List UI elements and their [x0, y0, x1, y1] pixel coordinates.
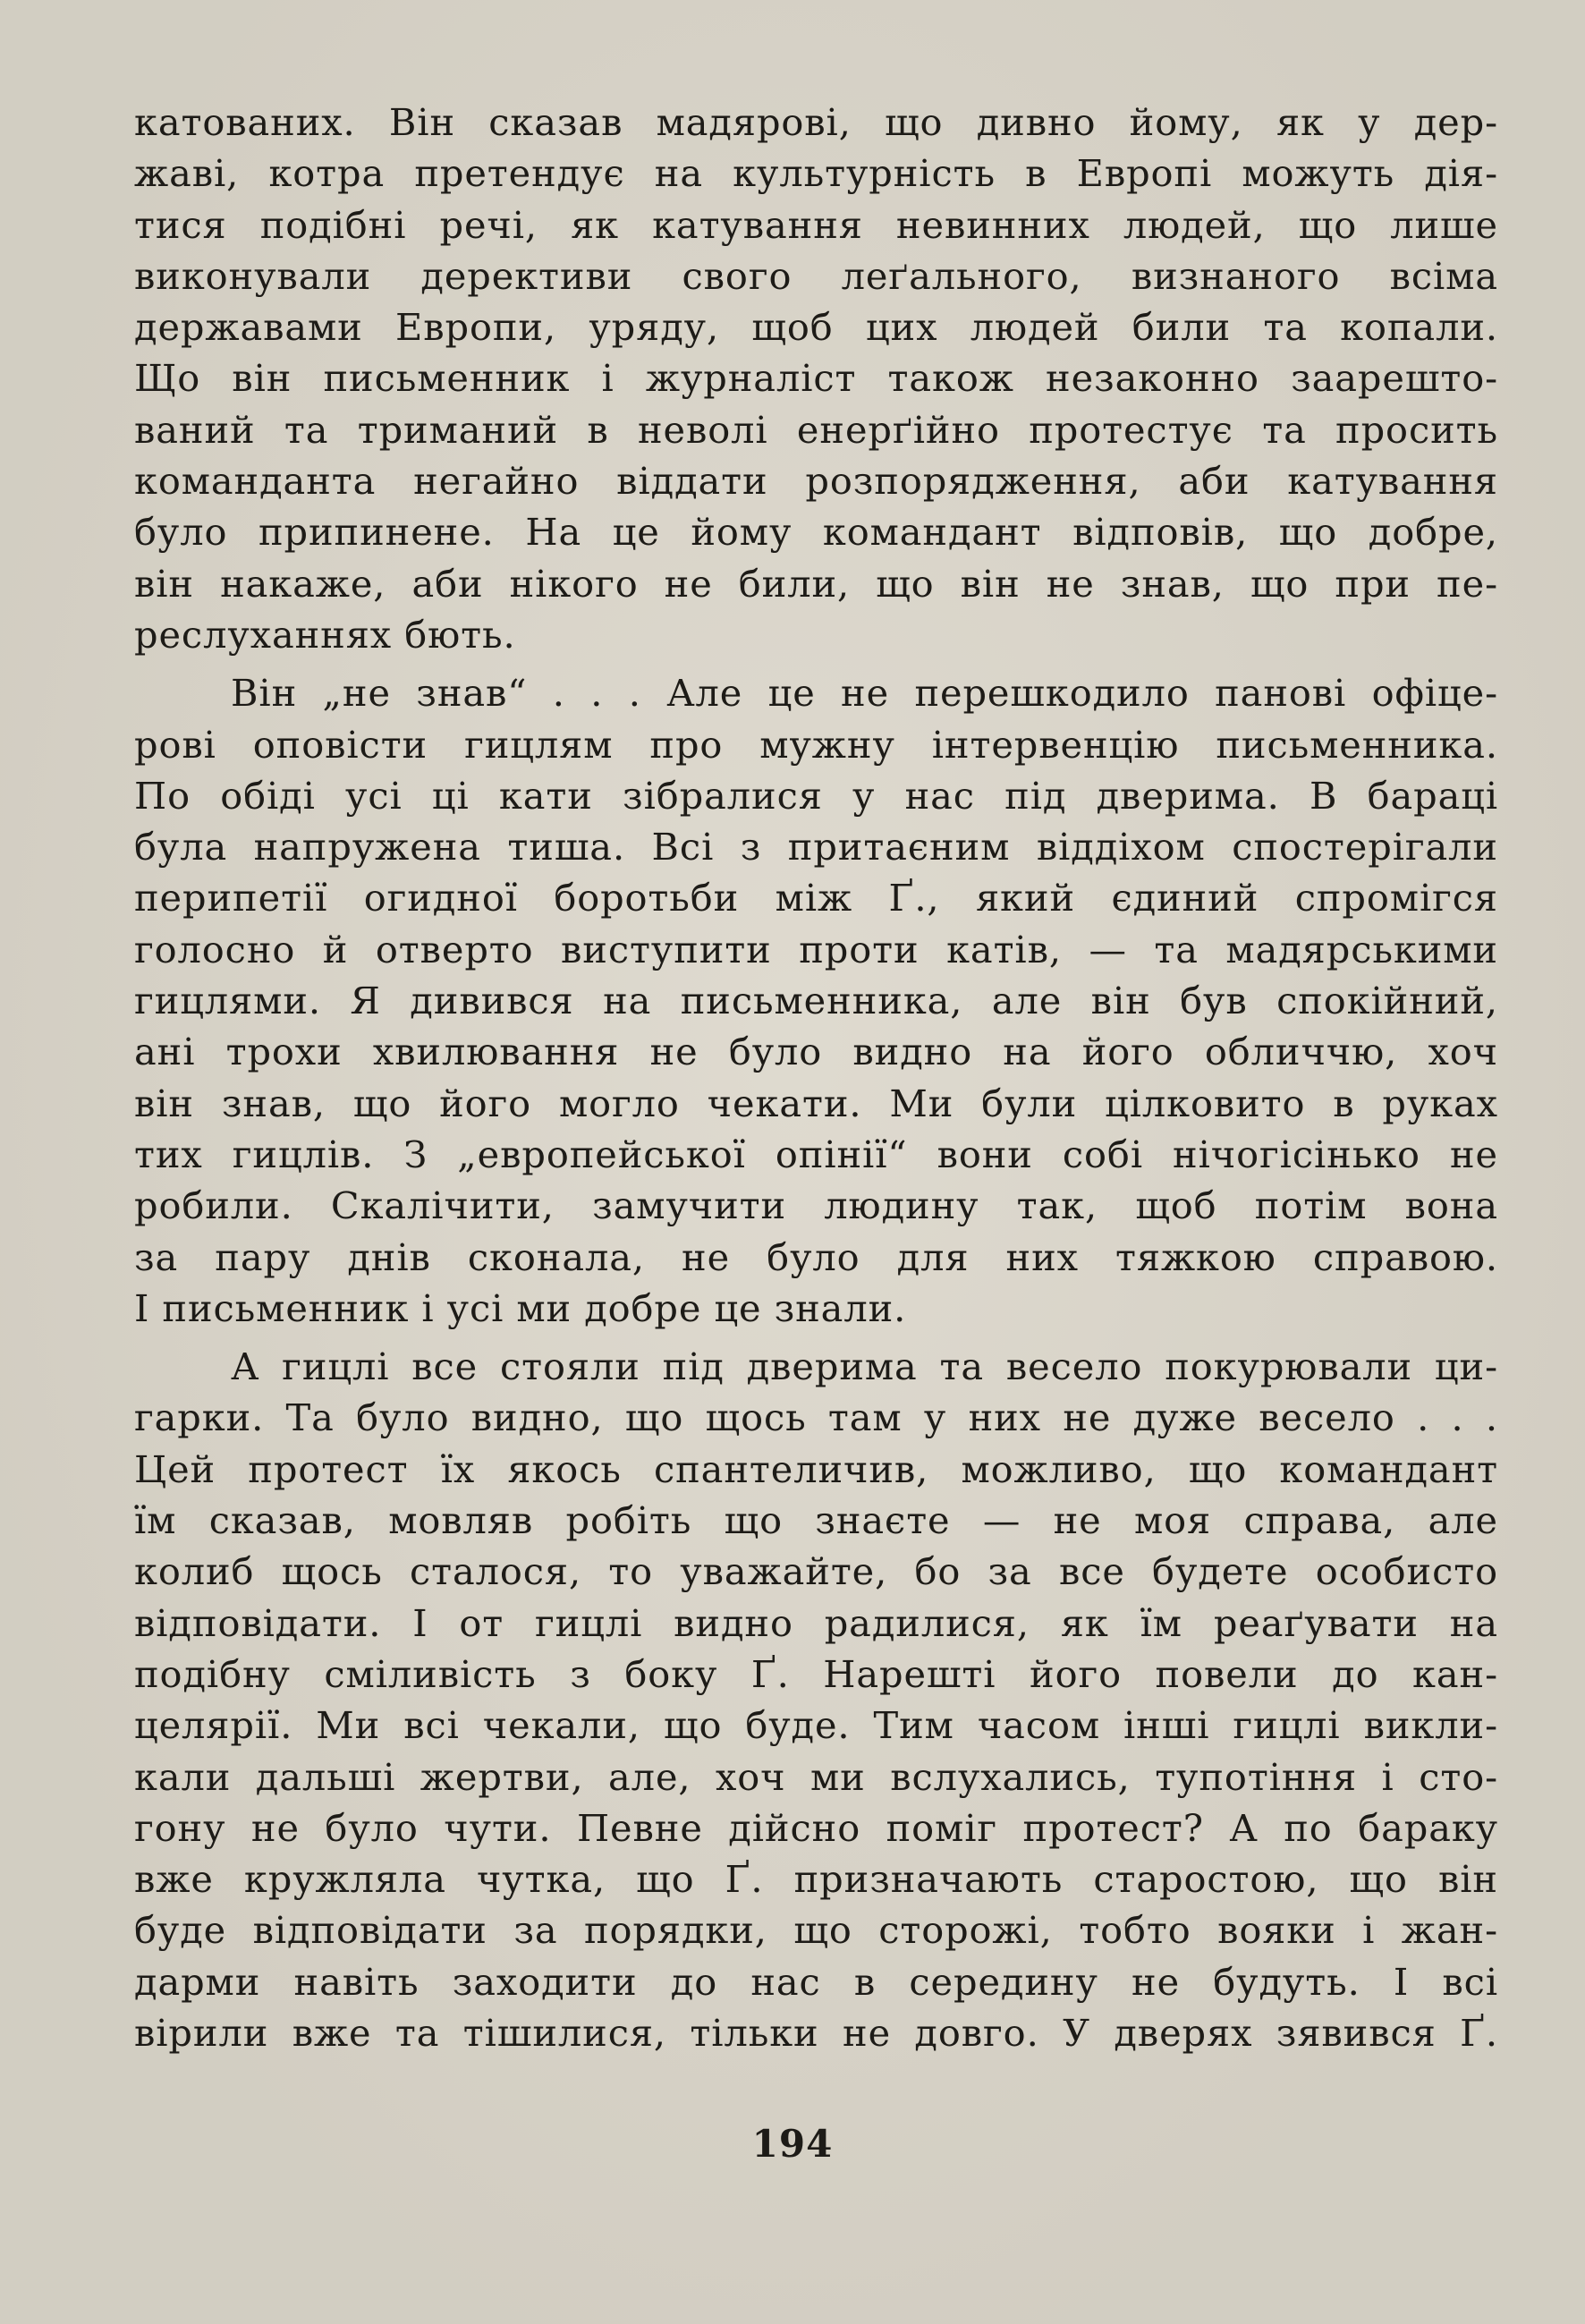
text-line: він накаже, аби нікого не били, що він не знав, що при пе- — [134, 561, 1498, 606]
text-line: ані трохи хвилювання не було видно на його обличчю, хоч — [134, 1030, 1498, 1074]
text-line: відповідати. І от гицлі видно радилися, як їм реаґувати на — [134, 1600, 1498, 1645]
paragraph-gap — [134, 660, 1498, 667]
text-line: гону не було чути. Певне дійсно поміг протест? А по бараку — [134, 1805, 1498, 1850]
text-line: подібну сміливість з боку Ґ. Нарешті його повели до кан- — [134, 1651, 1498, 1696]
text-line: буде відповідати за порядки, що сторожі, тобто вояки і жан- — [134, 1908, 1498, 1953]
text-line: рові оповісти гицлям про мужну інтервенцію письменника. — [134, 722, 1498, 767]
text-line: гицлями. Я дивився на письменника, але він був спокійний, — [134, 979, 1498, 1023]
paragraph-1 — [134, 97, 1498, 660]
paragraph-2 — [134, 667, 1498, 1334]
text-line: жаві, котра претендує на культурність в Европі можуть дія- — [134, 151, 1498, 196]
text-line: Що він письменник і журналіст також незаконно заарешто- — [134, 356, 1498, 401]
text-line: тися подібні речі, як катування невинних людей, що лише — [134, 202, 1498, 247]
text-line: голосно й отверто виступити проти катів, — та мадярськими — [134, 927, 1498, 971]
text-line: Він „не знав“ . . . Але це не перешкодило панові офіце- — [231, 671, 1498, 716]
text-line: дарми навіть заходити до нас в середину не будуть. І всі — [134, 1959, 1498, 2004]
paragraph-gap — [134, 1334, 1498, 1341]
text-line: колиб щось сталося, то уважайте, бо за все будете особисто — [134, 1549, 1498, 1594]
text-line: було припинене. На це йому командант відповів, що добре, — [134, 510, 1498, 555]
text-line: їм сказав, мовляв робіть що знаєте — не моя справа, але — [134, 1498, 1498, 1543]
text-line: тих гицлів. З „европейської опінії“ вони собі нічогісінько не — [134, 1132, 1498, 1176]
text-line: І письменник і усі ми добре це знали. — [134, 1285, 907, 1330]
text-line: ваний та триманий в неволі енерґійно протестує та просить — [134, 407, 1498, 452]
body-text — [134, 97, 1498, 2058]
text-line: державами Европи, уряду, щоб цих людей били та копали. — [134, 305, 1498, 350]
text-line: команданта негайно віддати розпорядження, аби катування — [134, 459, 1498, 504]
text-line: реслуханнях бють. — [134, 612, 516, 657]
text-line: целярії. Ми всі чекали, що буде. Тим часом інші гицлі викли- — [134, 1703, 1498, 1748]
text-line: була напружена тиша. Всі з притаєним віддіхом спостерігали — [134, 825, 1498, 869]
text-line: виконували дерективи свого леґального, визнаного всіма — [134, 253, 1498, 298]
text-line: катованих. Він сказав мадярові, що дивно йому, як у дер- — [134, 100, 1498, 144]
page-number: 194 — [751, 2122, 834, 2166]
paragraph-3 — [134, 1341, 1498, 2058]
text-line: По обіді усі ці кати зібралися у нас під дверима. В бараці — [134, 773, 1498, 818]
text-line: він знав, що його могло чекати. Ми були цілковито в руках — [134, 1081, 1498, 1125]
text-line: кали дальші жертви, але, хоч ми вслухались, тупотіння і сто- — [134, 1754, 1498, 1799]
text-line: Цей протест їх якось спантеличив, можливо, що командант — [134, 1446, 1498, 1491]
text-line: вже кружляла чутка, що Ґ. призначають старостою, що він — [134, 1857, 1498, 1902]
text-line: вірили вже та тішилися, тільки не довго. У дверях зявився Ґ. — [134, 2010, 1498, 2055]
text-line: гарки. Та було видно, що щось там у них не дуже весело . . . — [134, 1395, 1498, 1440]
text-line: А гицлі все стояли під дверима та весело покурювали ци- — [231, 1344, 1498, 1389]
text-line: робили. Скалічити, замучити людину так, щоб потім вона — [134, 1183, 1498, 1228]
text-line: за пару днів сконала, не було для них тяжкою справою. — [134, 1234, 1498, 1279]
text-line: перипетії огидної боротьби між Ґ., який єдиний спромігся — [134, 876, 1498, 920]
